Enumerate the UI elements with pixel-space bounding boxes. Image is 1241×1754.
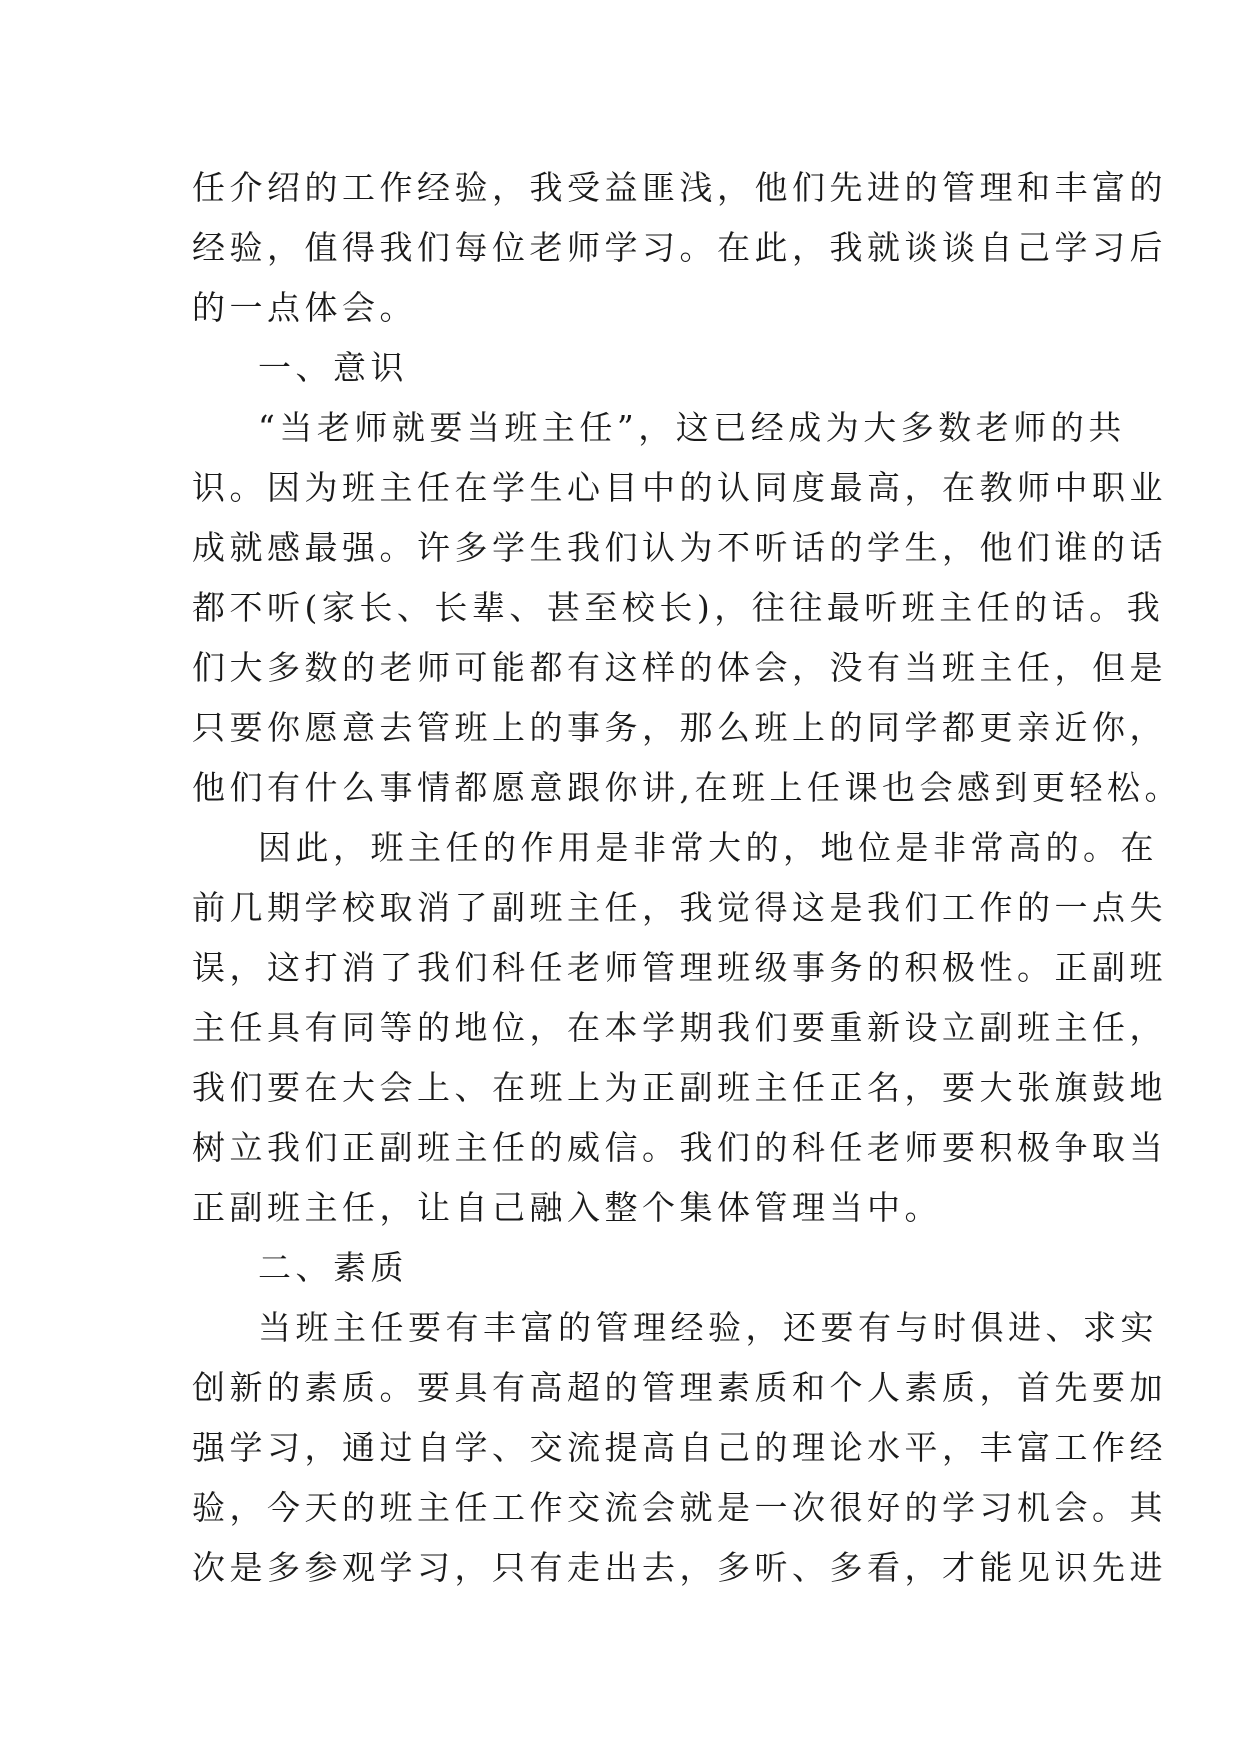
paragraph-line: 次是多参观学习，只有走出去，多听、多看，才能见识先进 [192,1548,1167,1587]
paragraph-line: 主任具有同等的地位，在本学期我们要重新设立副班主任， [192,1008,1167,1047]
section-heading: 二、素质 [258,1248,408,1287]
section-heading: 一、意识 [258,348,408,387]
paragraph-line: 只要你愿意去管班上的事务，那么班上的同学都更亲近你， [192,708,1167,747]
paragraph-line: 当班主任要有丰富的管理经验，还要有与时俱进、求实 [258,1308,1158,1347]
paragraph-line: 我们要在大会上、在班上为正副班主任正名，要大张旗鼓地 [192,1068,1167,1107]
paragraph-line: 前几期学校取消了副班主任，我觉得这是我们工作的一点失 [192,888,1167,927]
paragraph-line: 验，今天的班主任工作交流会就是一次很好的学习机会。其 [192,1488,1167,1527]
paragraph-line: 正副班主任，让自己融入整个集体管理当中。 [192,1188,942,1227]
paragraph-line: 们大多数的老师可能都有这样的体会，没有当班主任，但是 [192,648,1167,687]
body-text [192,158,1182,1598]
paragraph-line: 经验，值得我们每位老师学习。在此，我就谈谈自己学习后 [192,228,1167,267]
paragraph-line: 都不听(家长、长辈、甚至校长)，往往最听班主任的话。我 [192,588,1165,627]
paragraph-line: 的一点体会。 [192,288,417,327]
paragraph-line: 强学习，通过自学、交流提高自己的理论水平，丰富工作经 [192,1428,1167,1467]
paragraph-line: 因此，班主任的作用是非常大的，地位是非常高的。在 [258,828,1158,867]
paragraph-line: 误，这打消了我们科任老师管理班级事务的积极性。正副班 [192,948,1167,987]
paragraph-line: 成就感最强。许多学生我们认为不听话的学生，他们谁的话 [192,528,1167,567]
paragraph-line: 任介绍的工作经验，我受益匪浅，他们先进的管理和丰富的 [192,168,1167,207]
paragraph-line: 他们有什么事情都愿意跟你讲,在班上任课也会感到更轻松。 [192,768,1182,807]
paragraph-line: 识。因为班主任在学生心目中的认同度最高，在教师中职业 [192,468,1167,507]
paragraph-line: 创新的素质。要具有高超的管理素质和个人素质，首先要加 [192,1368,1167,1407]
paragraph-line: “当老师就要当班主任”，这已经成为大多数老师的共 [258,408,1126,447]
paragraph-line: 树立我们正副班主任的威信。我们的科任老师要积极争取当 [192,1128,1167,1167]
